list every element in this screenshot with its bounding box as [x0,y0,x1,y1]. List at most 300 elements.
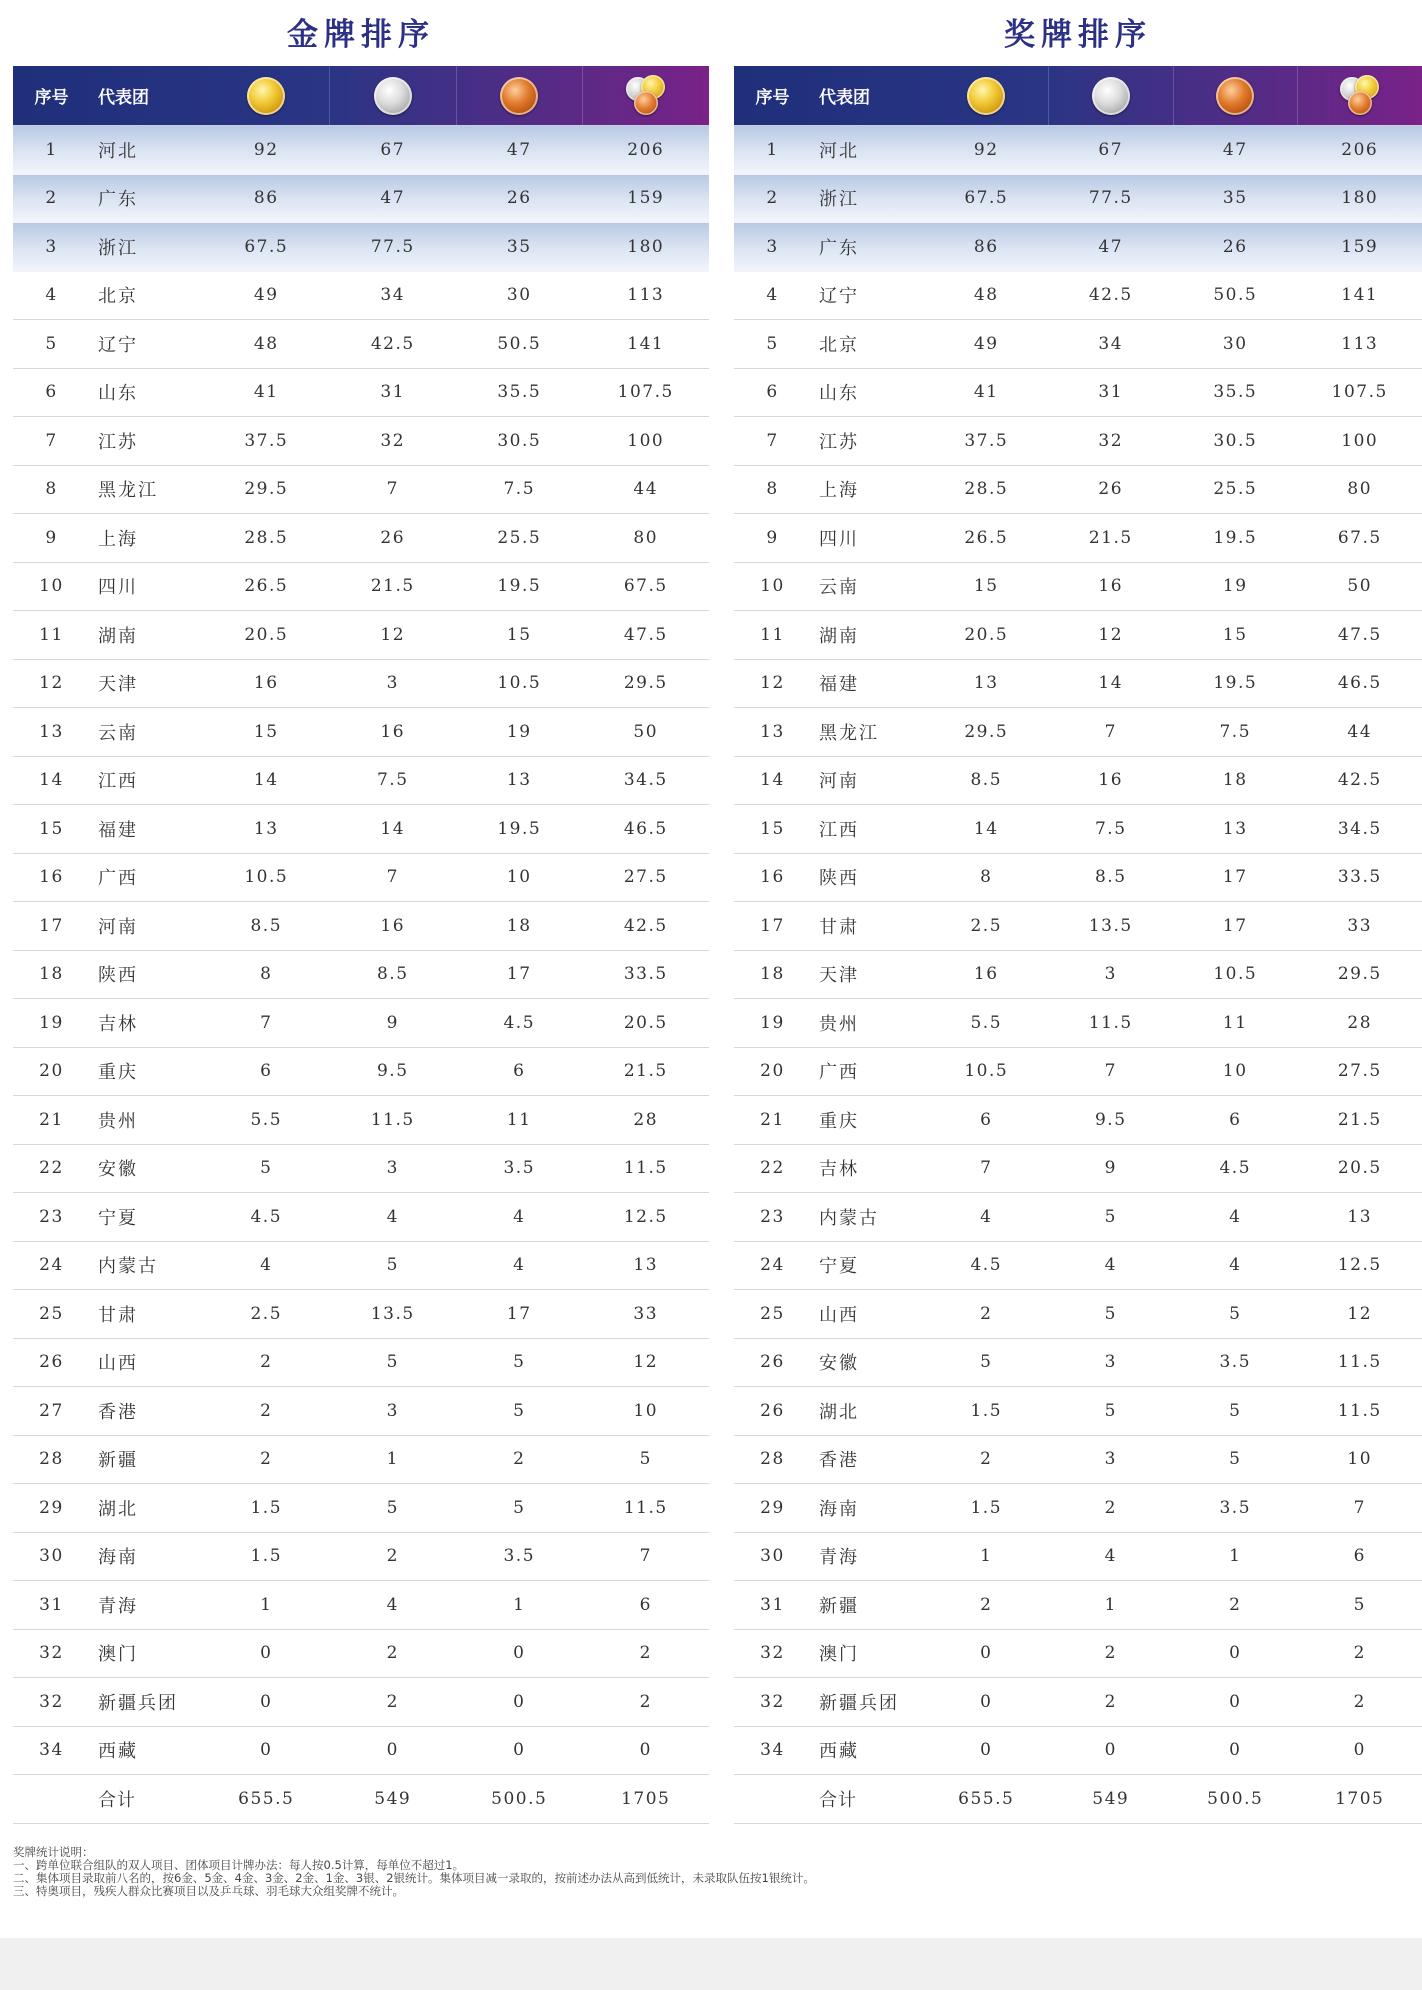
gold-count-cell: 1.5 [970,1400,1003,1421]
gold-count-cell: 16 [973,964,999,985]
gold-count-cell: 1.5 [970,1497,1003,1518]
delegation-cell: 辽宁 [98,334,138,356]
gold-count-cell: 5.5 [250,1109,283,1130]
total-count-cell: 67.5 [623,576,668,597]
rank-cell: 23 [760,1206,785,1227]
delegation-cell: 江苏 [819,431,859,453]
rank-cell: 16 [39,867,64,888]
silver-count-cell: 16 [1098,770,1124,791]
table-row [13,1581,709,1630]
total-count-cell: 12.5 [1337,1255,1382,1276]
gold-count-cell: 10.5 [964,1061,1009,1082]
table-row [13,999,709,1048]
rank-cell: 30 [760,1546,785,1567]
gold-count-cell: 4.5 [970,1255,1003,1276]
table-row [13,272,709,321]
table-row [734,1048,1422,1097]
rank-cell: 31 [760,1594,785,1615]
table-row [13,563,709,612]
total-count-cell: 27.5 [623,867,668,888]
silver-count-cell: 14 [380,818,406,839]
gold-count-cell: 8 [980,867,993,888]
gold-count-cell: 2 [260,1352,273,1373]
gold-count-cell: 48 [253,333,279,354]
table-row [13,1290,709,1339]
bronze-count-cell: 13 [1222,818,1248,839]
gold-count-cell: 15 [973,576,999,597]
medal-ranking-panel [734,0,1422,1824]
delegation-cell: 海南 [819,1498,859,1520]
bronze-count-cell: 17 [1222,915,1248,936]
delegation-cell: 湖南 [819,625,859,647]
delegation-cell: 重庆 [98,1062,138,1084]
total-count-cell: 107.5 [1331,382,1388,403]
total-count-cell: 29.5 [623,673,668,694]
gold-count-cell: 4 [260,1255,273,1276]
silver-count-cell: 67 [1098,139,1124,160]
gold-count-cell: 2 [980,1449,993,1470]
silver-count-cell: 9 [386,1012,399,1033]
silver-count-cell: 8.5 [376,964,409,985]
rank-cell: 28 [39,1449,64,1470]
total-count-cell: 206 [627,139,665,160]
gold-count-cell: 0 [980,1691,993,1712]
total-count-cell: 12 [633,1352,659,1373]
notes-line: 二、集体项目录取前八名的，按6金、5金、4金、3金、2金、1金、3银、2银统计。集体项目减一录取的，按前述办法从高到低统计，未录取队伍按1银统计。 [13,1871,815,1885]
header-silver [1048,66,1173,125]
rank-cell: 20 [39,1061,64,1082]
table-row [13,1727,709,1776]
silver-count-cell: 2 [1104,1643,1117,1664]
bronze-count-cell: 0 [1229,1740,1242,1761]
delegation-cell: 辽宁 [819,286,859,308]
table-row [734,272,1422,321]
table-row [734,563,1422,612]
total-count-cell: 113 [1341,333,1379,354]
rank-cell: 18 [760,964,785,985]
bronze-count-cell: 30.5 [1213,430,1258,451]
gold-count-cell: 20.5 [244,624,289,645]
gold-count-cell: 29.5 [964,721,1009,742]
rank-cell: 6 [45,382,58,403]
table-row [13,902,709,951]
silver-count-cell: 16 [1098,576,1124,597]
total-count-cell: 6 [1353,1546,1366,1567]
delegation-cell: 青海 [98,1595,138,1617]
table-row [13,854,709,903]
table-row [13,708,709,757]
total-count-cell: 11.5 [1337,1400,1382,1421]
gold-count-cell: 67.5 [964,188,1009,209]
bronze-count-cell: 1 [1229,1546,1242,1567]
rank-cell: 22 [39,1158,64,1179]
header-delegation: 代表团 [98,88,149,108]
gold-count-cell: 10.5 [244,867,289,888]
gold-count-cell: 41 [973,382,999,403]
delegation-cell: 福建 [819,674,859,696]
rank-cell: 30 [39,1546,64,1567]
bronze-count-cell: 47 [506,139,532,160]
table-row [734,1290,1422,1339]
gold-ranking-panel [13,0,709,1824]
gold-count-cell: 28.5 [964,479,1009,500]
bronze-count-cell: 5 [1229,1303,1242,1324]
gold-count-cell: 8 [260,964,273,985]
gold-table-header [13,66,709,126]
delegation-cell: 山西 [98,1353,138,1375]
delegation-cell: 广东 [98,189,138,211]
delegation-cell: 山东 [819,383,859,405]
table-row [734,611,1422,660]
total-count-cell: 46.5 [623,818,668,839]
rank-cell: 34 [760,1740,785,1761]
table-row [734,126,1422,175]
table-row [13,1387,709,1436]
header-bronze [1173,66,1298,125]
bronze-count-cell: 50.5 [497,333,542,354]
silver-count-cell: 26 [1098,479,1124,500]
total-count-cell: 6 [639,1594,652,1615]
medal-notes [13,1846,1413,1898]
medal-stack-icon [1338,75,1382,117]
gold-count-cell: 5 [260,1158,273,1179]
silver-count-cell: 3 [386,673,399,694]
bronze-count-cell: 3.5 [503,1546,536,1567]
silver-count-cell: 16 [380,721,406,742]
total-count-cell: 10 [633,1400,659,1421]
table-row [13,417,709,466]
rank-cell: 12 [760,673,785,694]
bronze-count-cell: 10 [1222,1061,1248,1082]
table-row [13,1533,709,1582]
total-count-cell: 20.5 [1337,1158,1382,1179]
table-row [13,1048,709,1097]
bronze-count-cell: 0 [513,1691,526,1712]
silver-count-cell: 5 [1104,1206,1117,1227]
rank-cell: 16 [760,867,785,888]
total-count-cell: 47.5 [623,624,668,645]
delegation-cell: 云南 [98,722,138,744]
delegation-cell: 内蒙古 [819,1207,879,1229]
table-row [734,854,1422,903]
delegation-cell: 江西 [819,819,859,841]
delegation-cell: 湖北 [819,1401,859,1423]
rank-cell: 2 [766,188,779,209]
silver-count-cell: 34 [380,285,406,306]
table-row [13,660,709,709]
silver-count-cell: 32 [380,430,406,451]
rank-cell: 15 [760,818,785,839]
bronze-count-cell: 5 [1229,1449,1242,1470]
bronze-count-cell: 15 [506,624,532,645]
total-count-cell: 159 [1341,236,1379,257]
gold-count-cell: 16 [253,673,279,694]
rank-cell: 25 [39,1303,64,1324]
table-row [13,1630,709,1679]
rank-cell: 8 [766,479,779,500]
gold-count-cell: 49 [973,333,999,354]
header-total [1297,66,1422,125]
rank-cell: 31 [39,1594,64,1615]
rank-cell: 8 [45,479,58,500]
gold-count-cell: 86 [253,188,279,209]
gold-count-cell: 6 [980,1109,993,1130]
delegation-cell: 澳门 [98,1644,138,1666]
gold-count-cell: 1.5 [250,1546,283,1567]
header-silver [329,66,456,125]
table-row [734,1533,1422,1582]
total-count-cell: 141 [1341,285,1379,306]
total-count-cell: 2 [1353,1643,1366,1664]
bronze-medal-icon [1216,77,1254,115]
silver-count-cell: 42.5 [1088,285,1133,306]
rank-cell: 32 [39,1643,64,1664]
gold-count-cell: 0 [980,1643,993,1664]
medal-table-body [734,126,1422,1824]
rank-cell: 13 [760,721,785,742]
silver-count-cell: 5 [386,1497,399,1518]
total-count-cell: 12 [1347,1303,1373,1324]
gold-count-cell: 2.5 [250,1303,283,1324]
silver-count-cell: 12 [1098,624,1124,645]
table-row [734,1387,1422,1436]
rank-cell: 32 [39,1691,64,1712]
total-count-cell: 34.5 [1337,818,1382,839]
delegation-cell: 西藏 [819,1741,859,1763]
total-count-cell: 11.5 [623,1158,668,1179]
rank-cell: 24 [39,1255,64,1276]
silver-count-cell: 7 [386,479,399,500]
total-count-cell: 2 [1353,1691,1366,1712]
silver-count-cell: 12 [380,624,406,645]
delegation-cell: 天津 [819,965,859,987]
header-delegation: 代表团 [819,88,870,108]
delegation-cell: 贵州 [98,1110,138,1132]
bronze-count-cell: 17 [1222,867,1248,888]
silver-count-cell: 2 [1104,1691,1117,1712]
silver-count-cell: 31 [1098,382,1124,403]
table-row [13,1242,709,1291]
rank-cell: 21 [39,1109,64,1130]
total-count-cell: 28 [1347,1012,1373,1033]
silver-count-cell: 3 [1104,1352,1117,1373]
bronze-count-cell: 19 [1222,576,1248,597]
table-row [734,1145,1422,1194]
medal-stack-icon [624,75,668,117]
table-row [13,1193,709,1242]
gold-count-cell: 6 [260,1061,273,1082]
table-row [734,369,1422,418]
silver-count-cell: 5 [386,1352,399,1373]
gold-count-cell: 26.5 [964,527,1009,548]
table-row [734,660,1422,709]
silver-count-cell: 26 [380,527,406,548]
bronze-count-cell: 19 [506,721,532,742]
delegation-cell: 山西 [819,1304,859,1326]
silver-count-cell: 31 [380,382,406,403]
gold-count-cell: 92 [973,139,999,160]
rank-cell: 32 [760,1643,785,1664]
delegation-cell: 安徽 [819,1353,859,1375]
silver-count-cell: 8.5 [1094,867,1127,888]
rank-cell: 24 [760,1255,785,1276]
silver-count-cell: 4 [386,1206,399,1227]
rank-cell: 7 [766,430,779,451]
delegation-cell: 广西 [819,1062,859,1084]
gold-count-cell: 0 [260,1643,273,1664]
gold-count-cell: 1 [260,1594,273,1615]
silver-count-cell: 3 [1104,964,1117,985]
delegation-cell: 四川 [819,528,859,550]
delegation-cell: 香港 [819,1450,859,1472]
delegation-cell: 安徽 [98,1159,138,1181]
table-row [13,757,709,806]
rank-cell: 18 [39,964,64,985]
rank-cell: 29 [760,1497,785,1518]
rank-cell: 3 [45,236,58,257]
silver-count-cell: 3 [1104,1449,1117,1470]
delegation-cell: 广西 [98,868,138,890]
bronze-count-cell: 5 [513,1352,526,1373]
rank-cell: 27 [39,1400,64,1421]
gold-count-cell: 0 [260,1740,273,1761]
rank-cell: 19 [39,1012,64,1033]
delegation-cell: 山东 [98,383,138,405]
total-count-cell: 13 [1347,1206,1373,1227]
silver-count-cell: 3 [386,1400,399,1421]
total-count-cell: 47.5 [1337,624,1382,645]
table-row [734,951,1422,1000]
silver-count-cell: 13.5 [1088,915,1133,936]
silver-count-cell: 9.5 [376,1061,409,1082]
silver-count-cell: 7 [386,867,399,888]
bronze-count-cell: 35.5 [497,382,542,403]
bronze-count-cell: 4.5 [503,1012,536,1033]
total-count-cell: 50 [633,721,659,742]
silver-medal-icon [374,77,412,115]
silver-count-cell: 7.5 [1094,818,1127,839]
header-rank: 序号 [34,88,69,108]
bronze-count-cell: 26 [1222,236,1248,257]
silver-count-cell: 47 [1098,236,1124,257]
header-rank: 序号 [755,88,790,108]
table-row [13,223,709,272]
total-count-cell: 34.5 [623,770,668,791]
gold-count-cell: 41 [253,382,279,403]
rank-cell: 13 [39,721,64,742]
silver-count-cell: 2 [386,1643,399,1664]
bronze-count-cell: 10 [506,867,532,888]
silver-count-cell: 7 [1104,1061,1117,1082]
rank-cell: 12 [39,673,64,694]
total-count-cell: 2 [639,1691,652,1712]
medal-ranking-title: 奖牌排序 [1004,17,1152,53]
delegation-cell: 湖北 [98,1498,138,1520]
bronze-count-cell: 30 [506,285,532,306]
total-count-cell: 42.5 [623,915,668,936]
silver-count-cell: 14 [1098,673,1124,694]
bronze-count-cell: 35.5 [1213,382,1258,403]
delegation-cell: 甘肃 [98,1304,138,1326]
bronze-count-cell: 6 [513,1061,526,1082]
gold-count-cell: 92 [253,139,279,160]
total-count-cell: 100 [1341,430,1379,451]
total-count-cell: 28 [633,1109,659,1130]
table-row [13,1436,709,1485]
total-count-cell: 46.5 [1337,673,1382,694]
table-row [734,1581,1422,1630]
total-row [734,1775,1422,1824]
rank-cell: 4 [766,285,779,306]
gold-count-cell: 13 [973,673,999,694]
gold-count-cell: 48 [973,285,999,306]
header-bronze [456,66,583,125]
rank-cell: 17 [39,915,64,936]
delegation-cell: 广东 [819,237,859,259]
delegation-cell: 上海 [98,528,138,550]
delegation-cell: 新疆兵团 [819,1692,899,1714]
silver-count-cell: 2 [386,1691,399,1712]
rank-cell: 25 [760,1303,785,1324]
delegation-cell: 湖南 [98,625,138,647]
total-count-cell: 29.5 [1337,964,1382,985]
rank-cell: 6 [766,382,779,403]
table-row [734,223,1422,272]
gold-count-cell: 2 [980,1303,993,1324]
silver-count-cell: 2 [386,1546,399,1567]
bronze-count-cell: 13 [506,770,532,791]
silver-count-cell: 9.5 [1094,1109,1127,1130]
rank-cell: 2 [45,188,58,209]
table-row [734,1096,1422,1145]
silver-count-cell: 9 [1104,1158,1117,1179]
rank-cell: 28 [760,1449,785,1470]
table-row [734,417,1422,466]
silver-count-cell: 4 [386,1594,399,1615]
silver-count-cell: 7 [1104,721,1117,742]
table-row [13,320,709,369]
silver-count-cell: 0 [386,1740,399,1761]
table-row [13,951,709,1000]
bronze-count-cell: 500.5 [1207,1788,1264,1809]
bronze-count-cell: 2 [1229,1594,1242,1615]
bronze-count-cell: 500.5 [491,1788,548,1809]
silver-count-cell: 42.5 [370,333,415,354]
total-count-cell: 27.5 [1337,1061,1382,1082]
bronze-count-cell: 2 [513,1449,526,1470]
table-row [13,466,709,515]
bronze-count-cell: 17 [506,964,532,985]
gold-ranking-title: 金牌排序 [287,17,435,53]
table-row [734,708,1422,757]
rank-cell: 21 [760,1109,785,1130]
gold-count-cell: 7 [980,1158,993,1179]
delegation-cell: 江西 [98,771,138,793]
total-count-cell: 33.5 [623,964,668,985]
gold-medal-icon [967,77,1005,115]
delegation-cell: 新疆兵团 [98,1692,178,1714]
gold-count-cell: 8.5 [970,770,1003,791]
bronze-count-cell: 18 [1222,770,1248,791]
delegation-cell: 福建 [98,819,138,841]
delegation-cell: 天津 [98,674,138,696]
gold-count-cell: 1.5 [250,1497,283,1518]
rank-cell: 17 [760,915,785,936]
total-count-cell: 21.5 [1337,1109,1382,1130]
delegation-cell: 吉林 [819,1159,859,1181]
table-row [734,757,1422,806]
total-row [13,1775,709,1824]
